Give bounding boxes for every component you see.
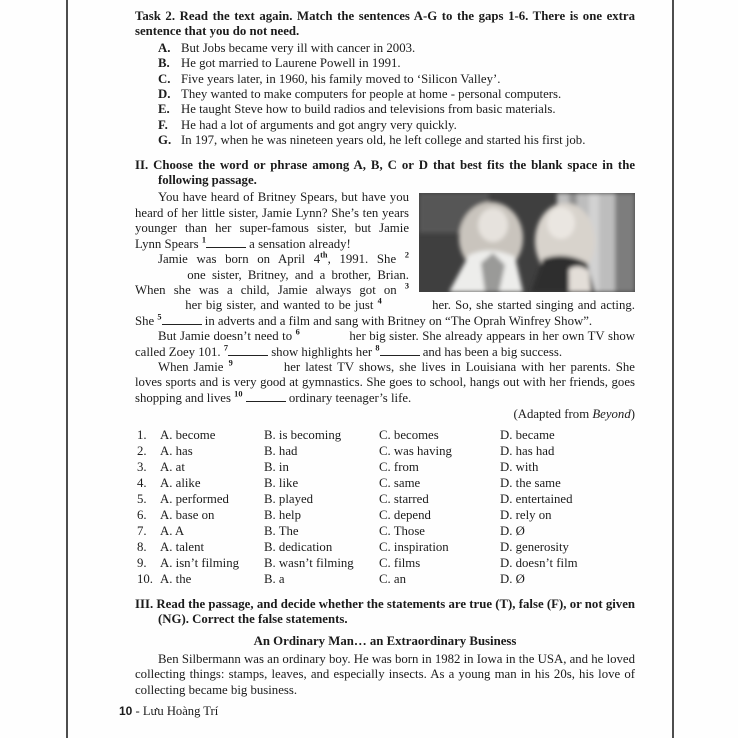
choice-a: A. the [160,572,192,587]
choices-row [137,571,635,587]
choice-c: C. an [379,572,407,587]
sisters-photo [419,193,635,292]
reading-title: An Ordinary Man… an Extraordinary Business [253,634,517,649]
choice-c: C. starred [379,491,429,506]
choice-b: B. is becoming [264,427,342,442]
question-number: 5. [137,491,147,506]
choice-d: D. the same [500,475,561,490]
choice-c: C. films [379,556,421,571]
choice-d: D. with [500,459,539,474]
choice-b: B. played [264,491,314,506]
choice-c: C. was having [379,443,452,458]
sentence-item [158,87,635,102]
choices-row [137,459,635,475]
choice-a: A. isn’t filming [160,556,240,571]
choice-b: B. help [264,508,301,523]
choice-b: B. wasn’t filming [264,556,354,571]
sentence-letter: G. [158,133,172,148]
sentence-item [158,118,635,133]
choice-b: B. like [264,475,299,490]
choice-d: D. has had [500,443,555,458]
choice-d: D. became [500,427,555,442]
choice-a: A. performed [160,491,229,506]
choice-c: C. from [379,459,419,474]
sentence-text: He got married to Laurene Powell in 1991. [181,56,401,71]
source-credit: (Adapted from Beyond) [513,407,635,422]
choice-a: A. alike [160,475,201,490]
choice-a: A. become [160,427,216,442]
choices-row [137,443,635,459]
sentence-text: He taught Steve how to build radios and televisions from basic materials. [181,102,556,117]
question-number: 3. [137,459,147,474]
sentence-text: In 197, when he was nineteen years old, he left college and started his first job. [181,133,586,148]
choices-row [137,555,635,571]
left-margin-rule [66,0,68,738]
page-number: 10 [119,704,133,718]
choice-a: A. base on [160,508,215,523]
question-number: 4. [137,475,147,490]
sentence-item [158,41,635,56]
choices-row [137,475,635,491]
sentence-letter: B. [158,56,170,71]
choice-c: C. inspiration [379,540,449,555]
choices-row [137,427,635,443]
choice-c: C. becomes [379,427,439,442]
choice-c: C. same [379,475,421,490]
choice-d: D. doesn’t film [500,556,578,571]
answer-choices-table [137,427,635,588]
choice-d: D. generosity [500,540,569,555]
sentence-item [158,102,635,117]
blank-line [246,399,286,402]
choice-b: B. in [264,459,289,474]
choice-b: B. a [264,572,285,587]
choice-a: A. talent [160,540,205,555]
section2-heading: II. Choose the word or phrase among A, B, C or D that best fits the blank space in the following passage. [135,157,635,188]
passage-paragraph: Jamie was born on April 4th, 1991. She $^2$ one sister, Britney, and a brother, Brian. When she was a child, Jamie always got on $^3$ her big sister, and wanted to be just $^4$ her. So, she started singing and acting. She $^5$ in adverts and a film and sang with Britney on “The Oprah Winfrey Show”. [135,250,635,328]
sentence-item [158,72,635,87]
sentence-letter: F. [158,117,168,132]
task2-sentence-list [158,41,635,149]
question-number: 8. [137,540,147,555]
choice-a: A. has [160,443,193,458]
choice-b: B. had [264,443,298,458]
sentence-text: They wanted to make computers for people at home - personal computers. [181,87,562,102]
question-number: 7. [137,524,147,539]
question-number: 9. [137,556,147,571]
choice-a: A. A [160,524,185,539]
choice-a: A. at [160,459,185,474]
sisters-photo-graphic [419,193,635,292]
choices-row [137,539,635,555]
question-number: 2. [137,443,147,458]
sentence-text: Five years later, in 1960, his family moved to ‘Silicon Valley’. [181,71,501,86]
cloze-passage [135,190,635,422]
choice-c: C. Those [379,524,425,539]
sentence-item [158,56,635,71]
question-number: 6. [137,508,147,523]
choice-b: B. The [264,524,299,539]
choices-row [137,507,635,523]
task2-heading: Task 2. Read the text again. Match the sentences A-G to the gaps 1-6. There is one extra sentence that you do not need. [135,9,635,39]
choice-c: C. depend [379,508,431,523]
sentence-letter: D. [158,87,171,102]
sentence-letter: C. [158,71,171,86]
sentence-item [158,133,635,148]
choice-d: D. Ø [500,524,525,539]
choices-row [137,523,635,539]
sentence-text: But Jobs became very ill with cancer in 2003. [181,40,416,55]
blank-line [206,245,246,248]
blank-line [228,353,268,356]
blank-line [380,353,420,356]
choice-d: D. rely on [500,508,552,523]
section3-heading: III. Read the passage, and decide whether the statements are true (T), false (F), or not given (NG). Correct the false statements. [135,596,635,626]
page-footer [119,704,218,719]
passage-paragraph: But Jamie doesn’t need to $^6$ her big sister. She already appears in her own TV show called Zoey 101. $^7$ show highlights her $^8$ and has been a big success. [135,327,635,359]
page-content [135,9,635,698]
choice-b: B. dedication [264,540,333,555]
question-number: 1. [137,427,147,442]
choice-d: D. Ø [500,572,525,587]
sentence-letter: E. [158,102,170,117]
reading-paragraph: Ben Silbermann was an ordinary boy. He was born in 1982 in Iowa in the USA, and he loved collecting things: stamps, leaves, and especially insects. As a young man in his 20s, his love of collecting became big business. [135,651,635,697]
choice-d: D. entertained [500,491,573,506]
right-margin-rule [672,0,674,738]
sentence-letter: A. [158,40,171,55]
footer-author: - Lưu Hoàng Trí [132,704,219,718]
question-number: 10. [137,572,153,587]
passage-paragraph: When Jamie $^9$ her latest TV shows, she lives in Louisiana with her parents. She loves sports and is very good at gymnastics. She goes to school, hangs out with her friends, goes shopping and lives $^{10}$ ordinary teenager’s life. [135,358,635,405]
blank-line [162,322,202,325]
sentence-text: He had a lot of arguments and got angry very quickly. [181,117,457,132]
choices-row [137,491,635,507]
passage-paragraph: You have heard of Britney Spears, but have you heard of her little sister, Jamie Lynn? She’s ten years younger than her super-famous sister, but Jamie Lynn Spears $^1$ a sensation already! [135,190,409,251]
